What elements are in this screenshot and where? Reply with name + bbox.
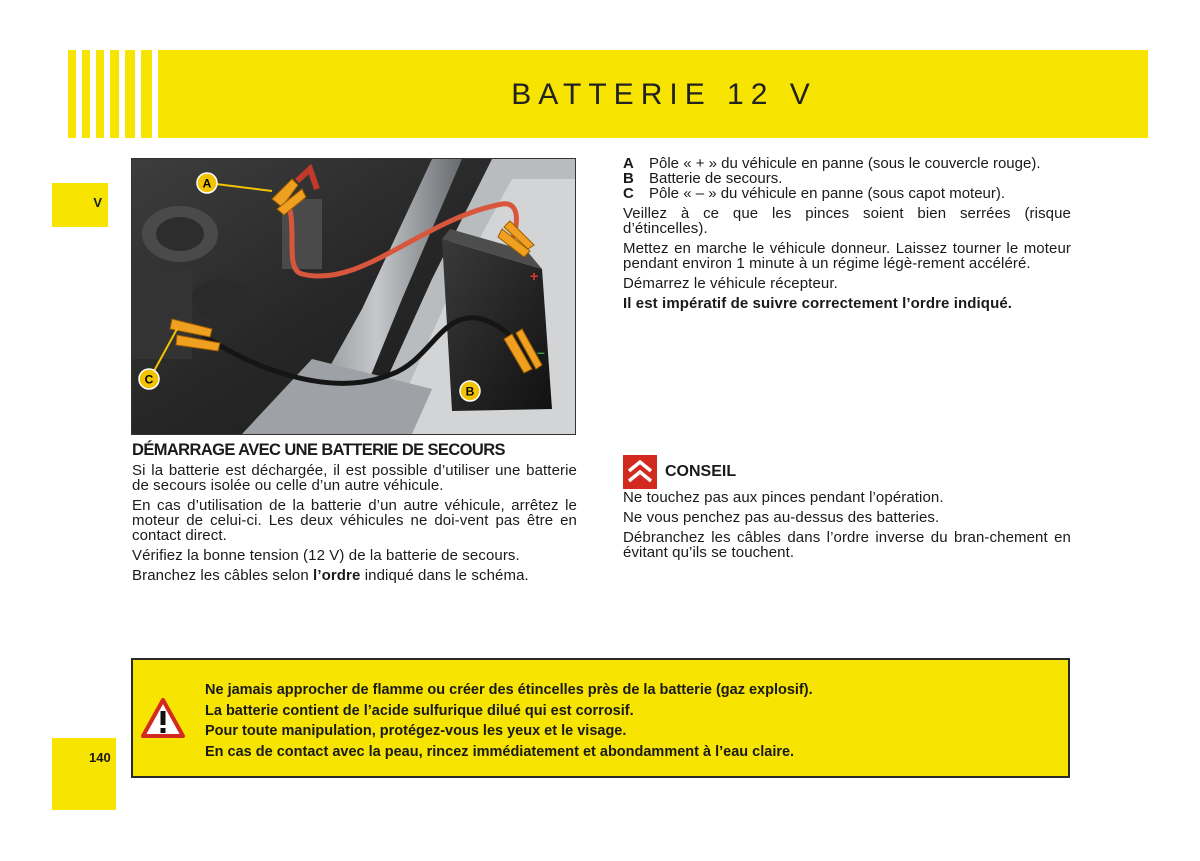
- header-stripes: [68, 50, 180, 138]
- page-number: 140: [89, 750, 111, 765]
- para-text: indiqué dans le schéma.: [360, 567, 529, 584]
- paragraph: Veillez à ce que les pinces soient bien serrées (risque d’étincelles).: [623, 205, 1071, 237]
- conseil-header: [623, 455, 923, 489]
- jump-start-section: [132, 441, 577, 588]
- header-banner: [180, 50, 1148, 138]
- paragraph: Débranchez les câbles dans l’ordre inverse du bran-chement en évitant qu’ils se touchent.: [623, 529, 1071, 561]
- legend-item: [623, 171, 1071, 186]
- warning-triangle-icon: [141, 698, 185, 738]
- paragraph: En cas d’utilisation de la batterie d’un autre véhicule, arrêtez le moteur de celui-ci. Les deux véhicules ne doi-vent pas être en contact direct.: [132, 497, 577, 544]
- warning-line: Ne jamais approcher de flamme ou créer des étincelles près de la batterie (gaz explosif).: [205, 682, 813, 698]
- para-text: Branchez les câbles selon: [132, 567, 314, 584]
- plus-mark: +: [530, 268, 539, 284]
- paragraph: Mettez en marche le véhicule donneur. Laissez tourner le moteur pendant environ 1 minute à un régime légè-rement accéléré.: [623, 240, 1071, 272]
- conseil-title: CONSEIL: [665, 463, 737, 480]
- legend-key: B: [623, 170, 634, 187]
- legend-item: [623, 156, 1071, 171]
- paragraph: Vérifiez la bonne tension (12 V) de la batterie de secours.: [132, 547, 520, 564]
- callout-b: [460, 381, 480, 401]
- engine-bay-illustration: [132, 159, 575, 434]
- legend-text: Pôle « – » du véhicule en panne (sous capot moteur).: [649, 185, 1006, 202]
- paragraph: Démarrez le véhicule récepteur.: [623, 275, 838, 292]
- legend-text: Batterie de secours.: [649, 170, 783, 187]
- section-title: DÉMARRAGE AVEC UNE BATTERIE DE SECOURS: [132, 441, 505, 459]
- chapter-tab: [52, 183, 108, 227]
- warning-line: La batterie contient de l’acide sulfurique dilué qui est corrosif.: [205, 702, 634, 719]
- callout-c-label: C: [144, 372, 154, 387]
- paragraph: Si la batterie est déchargée, il est possible d’utiliser une batterie de secours isolée ou celle d’un autre véhicule.: [132, 462, 577, 494]
- page-number-tab: [52, 738, 116, 810]
- chapter-tab-label: V: [93, 195, 102, 210]
- page-title: BATTERIE 12 V: [511, 78, 817, 111]
- paragraph: Ne vous penchez pas au-dessus des batteries.: [623, 509, 940, 526]
- legend-text: Pôle « + » du véhicule en panne (sous le couvercle rouge).: [649, 155, 1041, 172]
- conseil-block: [623, 490, 1071, 565]
- legend-block: [623, 156, 1071, 316]
- citroen-logo-icon: [623, 455, 657, 489]
- legend-key: A: [623, 155, 634, 172]
- warning-box: [131, 658, 1070, 778]
- paragraph: Ne touchez pas aux pinces pendant l’opération.: [623, 489, 944, 506]
- jump-start-photo: [131, 158, 576, 435]
- paragraph: [132, 568, 577, 583]
- callout-b-label: B: [465, 384, 475, 399]
- emphasis-paragraph: Il est impératif de suivre correctement l’ordre indiqué.: [623, 295, 1013, 312]
- legend-key: C: [623, 185, 634, 202]
- legend-item: [623, 186, 1071, 201]
- warning-line: Pour toute manipulation, protégez-vous les yeux et le visage.: [205, 723, 627, 739]
- minus-mark: –: [537, 344, 545, 360]
- warning-lines: [205, 680, 813, 762]
- para-bold-text: l’ordre: [313, 567, 361, 584]
- callout-a-label: A: [202, 176, 212, 191]
- warning-line: En cas de contact avec la peau, rincez immédiatement et abondamment à l’eau claire.: [205, 743, 795, 760]
